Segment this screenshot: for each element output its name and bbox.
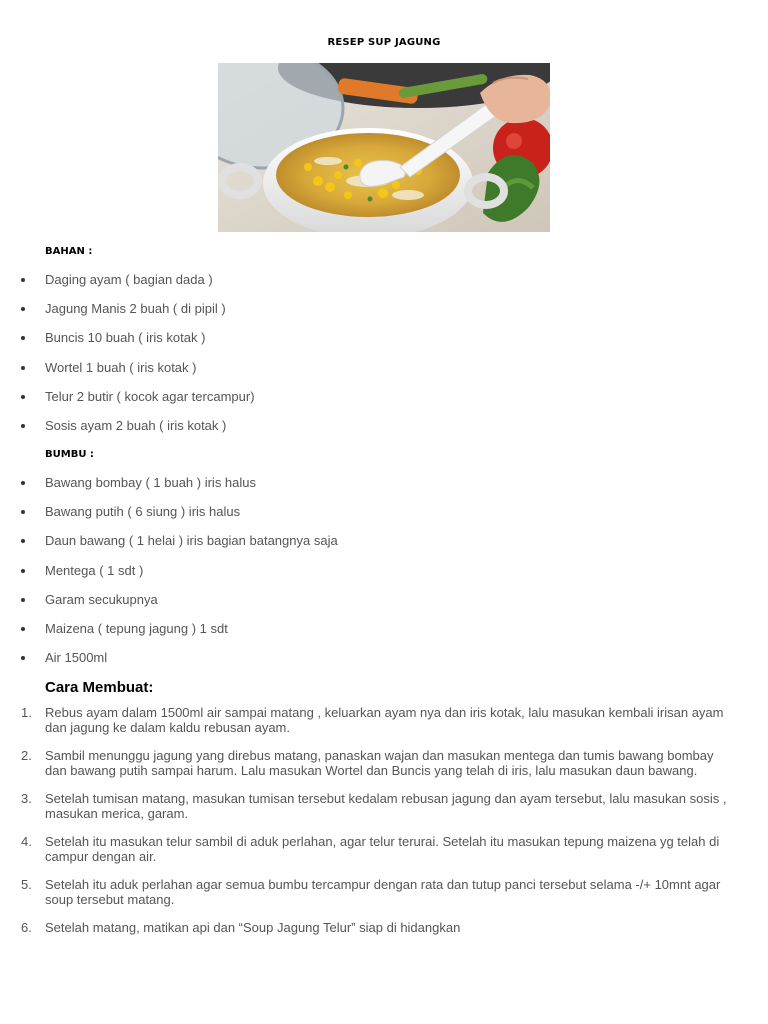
bullet-icon [21, 307, 25, 311]
list-item: Mentega ( 1 sdt ) [0, 563, 338, 592]
bullet-icon [21, 395, 25, 399]
step-item: 2. Sambil menunggu jagung yang direbus matang, panaskan wajan dan masukan mentega dan tumis bawang bombay dan bawang putih sampai harum. Lalu masukan Wortel dan Buncis yang telah di iris, lalu masukan daun bawang. [21, 748, 714, 778]
list-item: Sosis ayam 2 buah ( iris kotak ) [0, 418, 255, 447]
list-item: Air 1500ml [0, 650, 338, 679]
list-item: Garam secukupnya [0, 592, 338, 621]
bullet-icon [21, 627, 25, 631]
bullet-icon [21, 336, 25, 340]
soup-photo [218, 63, 550, 232]
bumbu-label: BUMBU : [45, 449, 94, 460]
bullet-icon [21, 510, 25, 514]
list-item: Jagung Manis 2 buah ( di pipil ) [0, 301, 255, 330]
bullet-icon [21, 278, 25, 282]
bullet-icon [21, 598, 25, 602]
page-title: RESEP SUP JAGUNG [327, 37, 441, 48]
list-item: Telur 2 butir ( kocok agar tercampur) [0, 389, 255, 418]
list-item: Buncis 10 buah ( iris kotak ) [0, 330, 255, 359]
list-item: Bawang putih ( 6 siung ) iris halus [0, 504, 338, 533]
steps-list [0, 706, 768, 936]
bullet-icon [21, 539, 25, 543]
bullet-icon [21, 481, 25, 485]
bullet-icon [21, 366, 25, 370]
step-item: 1. Rebus ayam dalam 1500ml air sampai matang , keluarkan ayam nya dan iris kotak, lalu masukan kembali irisan ayam dan jagung ke dalam kaldu rebusan ayam. [21, 705, 724, 735]
list-item: Daging ayam ( bagian dada ) [0, 272, 255, 301]
bahan-label: BAHAN : [45, 246, 93, 257]
step-item: 3. Setelah tumisan matang, masukan tumisan tersebut kedalam rebusan jagung dan ayam tersebut, lalu masukan sosis , masukan merica, garam. [21, 791, 727, 821]
step-item: 5. Setelah itu aduk perlahan agar semua bumbu tercampur dengan rata dan tutup panci tersebut selama -/+ 10mnt agar soup tersebut matang. [21, 877, 721, 907]
bullet-icon [21, 569, 25, 573]
bullet-icon [21, 656, 25, 660]
step-item: 4. Setelah itu masukan telur sambil di aduk perlahan, agar telur terurai. Setelah itu masukan tepung maizena yg telah di campur dengan air. [21, 834, 720, 864]
list-item: Wortel 1 buah ( iris kotak ) [0, 360, 255, 389]
bahan-list [0, 272, 255, 447]
bullet-icon [21, 424, 25, 428]
list-item: Daun bawang ( 1 helai ) iris bagian batangnya saja [0, 533, 338, 562]
list-item: Maizena ( tepung jagung ) 1 sdt [0, 621, 338, 650]
list-item: Bawang bombay ( 1 buah ) iris halus [0, 475, 338, 504]
cara-heading: Cara Membuat: [45, 679, 154, 696]
bumbu-list [0, 475, 338, 679]
step-item: 6. Setelah matang, matikan api dan “Soup Jagung Telur” siap di hidangkan [21, 920, 461, 935]
